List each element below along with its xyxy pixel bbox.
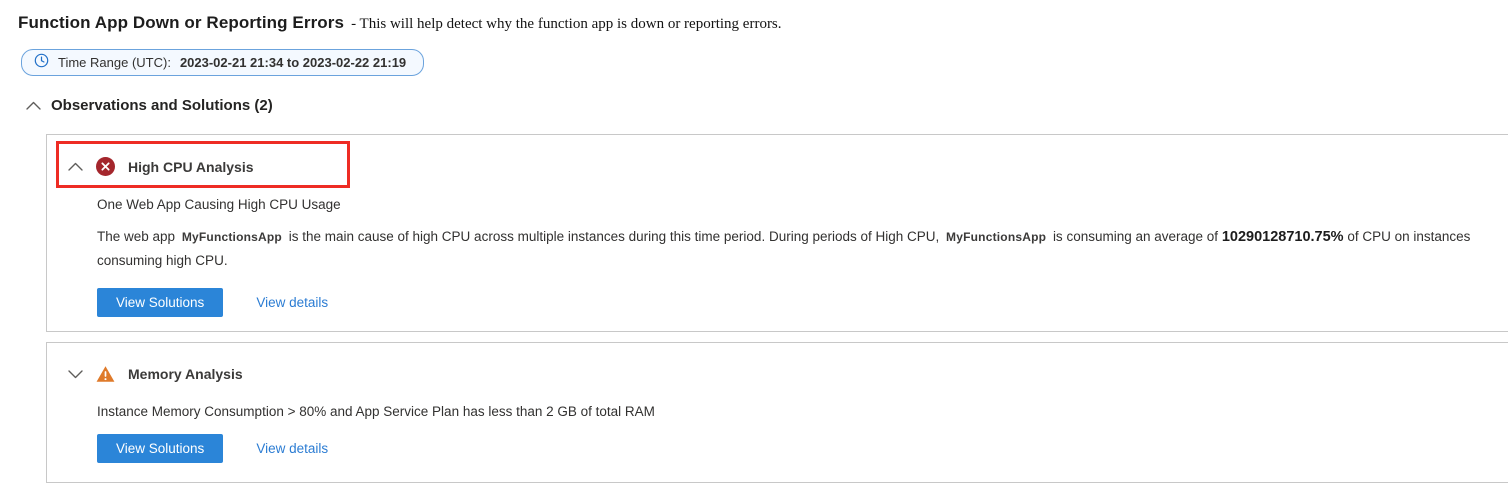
view-details-link[interactable]: View details <box>256 441 329 456</box>
time-range-value: 2023-02-21 21:34 to 2023-02-22 21:19 <box>179 54 407 70</box>
high-cpu-description <box>97 225 1495 273</box>
view-details-link[interactable]: View details <box>256 294 329 310</box>
error-icon <box>96 157 115 176</box>
chevron-down-icon[interactable] <box>67 368 83 380</box>
page-title: Function App Down or Reporting Errors <box>18 13 345 32</box>
high-cpu-observation-summary: One Web App Causing High CPU Usage <box>97 197 341 212</box>
description-text: The web app <box>97 229 176 244</box>
page-header <box>18 13 1494 33</box>
chevron-up-icon[interactable] <box>25 100 41 112</box>
high-cpu-card-header[interactable] <box>47 135 1508 176</box>
description-text: is consuming an average of <box>1052 229 1219 244</box>
description-text: of CPU on instances consuming high CPU. <box>97 229 1471 268</box>
high-cpu-card-title: High CPU Analysis <box>128 158 254 175</box>
view-solutions-button[interactable]: View Solutions <box>97 434 223 463</box>
page-subtitle: - This will help detect why the function app is down or reporting errors. <box>351 16 782 32</box>
warning-icon <box>96 365 115 383</box>
memory-actions <box>97 434 1508 463</box>
insight-card-memory <box>46 342 1508 483</box>
memory-card-header[interactable] <box>47 343 1508 383</box>
insight-card-high-cpu <box>46 134 1508 332</box>
description-text: is the main cause of high CPU across multiple instances during this time period. During periods of High CPU, <box>288 229 940 244</box>
observations-section-header[interactable] <box>25 97 1494 114</box>
memory-observation-summary: Instance Memory Consumption > 80% and App Service Plan has less than 2 GB of total RAM <box>97 404 655 419</box>
chevron-up-icon[interactable] <box>67 161 83 173</box>
app-name: MyFunctionsApp <box>181 230 282 244</box>
observations-header-label: Observations and Solutions (2) <box>51 97 273 114</box>
cpu-percentage-value: 10290128710.75% <box>1221 229 1344 245</box>
high-cpu-actions <box>97 288 1508 317</box>
time-range-pill[interactable] <box>21 49 424 76</box>
app-name: MyFunctionsApp <box>946 230 1047 244</box>
time-range-label: Time Range (UTC): <box>58 54 171 70</box>
view-solutions-button[interactable]: View Solutions <box>97 288 223 317</box>
memory-card-title: Memory Analysis <box>128 366 243 382</box>
clock-icon <box>34 53 49 71</box>
